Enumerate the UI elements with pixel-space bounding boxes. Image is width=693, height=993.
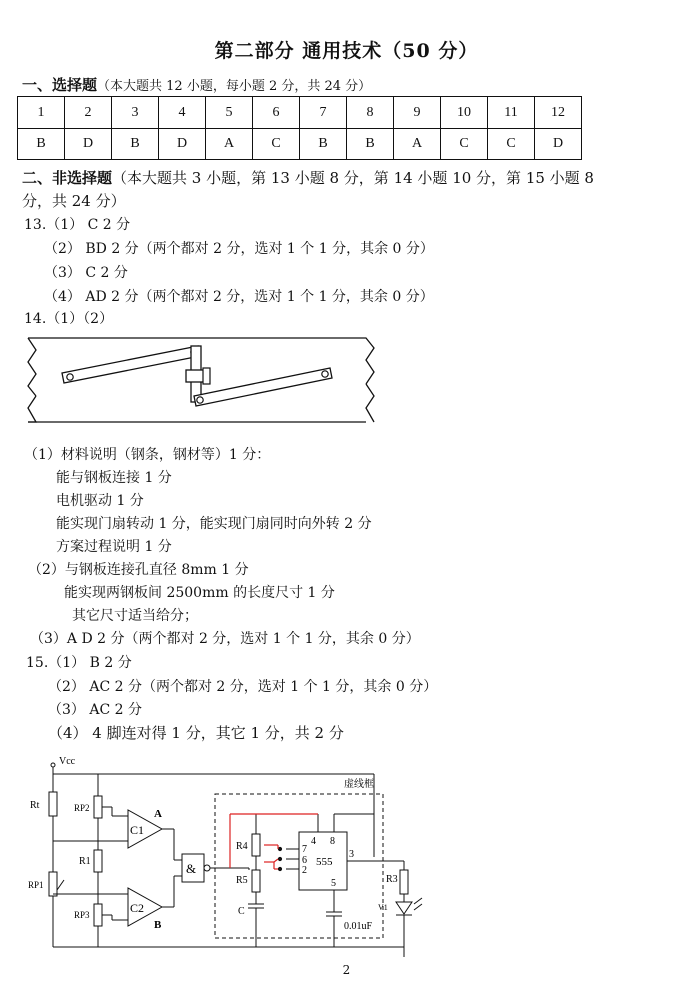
chip-label: 555 — [316, 856, 333, 868]
q14-line: 能实现两钢板间 2500mm 的长度尺寸 1 分 — [64, 585, 335, 601]
answer-key-row — [18, 129, 582, 160]
q14-line: 能实现门扇转动 1 分，能实现门扇同时向外转 2 分 — [56, 516, 372, 532]
q15-label: 15.（1） B 2 分 — [26, 655, 132, 671]
answer-cell: B — [112, 129, 159, 160]
q14-line: 方案过程说明 1 分 — [56, 539, 172, 555]
question-number-cell: 7 — [300, 97, 347, 129]
cap-label: 0.01uF — [344, 921, 373, 932]
answer-cell: C — [441, 129, 488, 160]
b-label: B — [154, 919, 162, 931]
pin7-label: 7 — [302, 844, 307, 855]
rp1-label: RP1 — [28, 880, 44, 890]
pin6-label: 6 — [302, 855, 307, 866]
upper-link — [62, 346, 200, 383]
page-title: 第二部分 通用技术（50 分） — [214, 40, 479, 62]
answer-cell: D — [535, 129, 582, 160]
question-number-cell: 3 — [112, 97, 159, 129]
answer-cell: A — [206, 129, 253, 160]
section2-title: 二、非选择题 — [22, 169, 113, 187]
q14-line: （2）与钢板连接孔直径 8mm 1 分 — [28, 562, 249, 578]
q14-line: （3）A D 2 分（两个都对 2 分，选对 1 个 1 分，其余 0 分） — [30, 631, 420, 647]
question-number-cell: 1 — [18, 97, 65, 129]
r5-label: R5 — [236, 875, 248, 886]
c2-label: C2 — [130, 901, 145, 915]
answer-number-row — [18, 97, 582, 129]
pin2-label: 2 — [302, 865, 307, 876]
answer-cell: C — [253, 129, 300, 160]
section2-heading — [22, 167, 594, 188]
rt-label: Rt — [30, 800, 40, 811]
rp3-label: RP3 — [74, 910, 90, 920]
v1-label: V1 — [378, 903, 388, 912]
circuit-diagram — [24, 752, 424, 962]
mechanism-sketch — [18, 332, 380, 428]
lower-link — [194, 368, 332, 406]
question-number-cell: 4 — [159, 97, 206, 129]
q13-item: （2） BD 2 分（两个都对 2 分，选对 1 个 1 分，其余 0 分） — [44, 241, 434, 257]
q14-label: 14.（1）（2） — [24, 311, 114, 327]
q15-item: （4） 4 脚连对得 1 分，其它 1 分，共 2 分 — [48, 724, 344, 742]
vcc-label: Vcc — [59, 756, 76, 767]
question-number-cell: 5 — [206, 97, 253, 129]
pin8-label: 8 — [330, 836, 335, 847]
r3-label: R3 — [386, 874, 398, 885]
c1-label: C1 — [130, 823, 145, 837]
rp2-label: RP2 — [74, 803, 90, 813]
c-label: C — [238, 906, 245, 917]
question-number-cell: 8 — [347, 97, 394, 129]
pin5-label: 5 — [331, 878, 336, 889]
question-number-cell: 11 — [488, 97, 535, 129]
answer-cell: A — [394, 129, 441, 160]
answer-cell: B — [300, 129, 347, 160]
answer-table — [17, 96, 582, 160]
q14-line: 电机驱动 1 分 — [56, 493, 144, 509]
q14-line: 其它尺寸适当给分； — [72, 608, 198, 624]
q14-line: 能与钢板连接 1 分 — [56, 470, 172, 486]
q15-item: （2） AC 2 分（两个都对 2 分，选对 1 个 1 分，其余 0 分） — [48, 679, 438, 695]
r1-label: R1 — [79, 856, 91, 867]
q15-item: （3） AC 2 分 — [48, 702, 142, 718]
question-number-cell: 6 — [253, 97, 300, 129]
section1-title: 一、选择题 — [22, 76, 98, 94]
question-number-cell: 10 — [441, 97, 488, 129]
pin4-label: 4 — [311, 836, 316, 847]
question-number-cell: 2 — [65, 97, 112, 129]
r4-label: R4 — [236, 841, 248, 852]
a-label: A — [154, 808, 162, 820]
pin3-label: 3 — [349, 849, 354, 860]
answer-cell: B — [18, 129, 65, 160]
answer-cell: D — [159, 129, 206, 160]
q13-label: 13.（1） C 2 分 — [24, 217, 131, 233]
answer-cell: C — [488, 129, 535, 160]
answer-cell: D — [65, 129, 112, 160]
q14-line: （1）材料说明（钢条，钢材等）1 分： — [24, 447, 271, 463]
section1-heading — [22, 74, 371, 95]
q13-item: （3） C 2 分 — [44, 265, 128, 281]
section1-note: （本大题共 12 小题，每小题 2 分，共 24 分） — [97, 79, 372, 94]
answer-cell: B — [347, 129, 394, 160]
page-number: 2 — [342, 963, 351, 977]
question-number-cell: 9 — [394, 97, 441, 129]
section2-note-line1: （本大题共 3 小题，第 13 小题 8 分，第 14 小题 10 分，第 15 小题 8 — [112, 169, 594, 187]
dashed-box-label: 虚线框 — [344, 779, 374, 790]
section2-note-line2: 分，共 24 分） — [22, 192, 126, 210]
and-gate-label: & — [186, 861, 197, 876]
question-number-cell: 12 — [535, 97, 582, 129]
q13-item: （4） AD 2 分（两个都对 2 分，选对 1 个 1 分，其余 0 分） — [44, 289, 434, 305]
